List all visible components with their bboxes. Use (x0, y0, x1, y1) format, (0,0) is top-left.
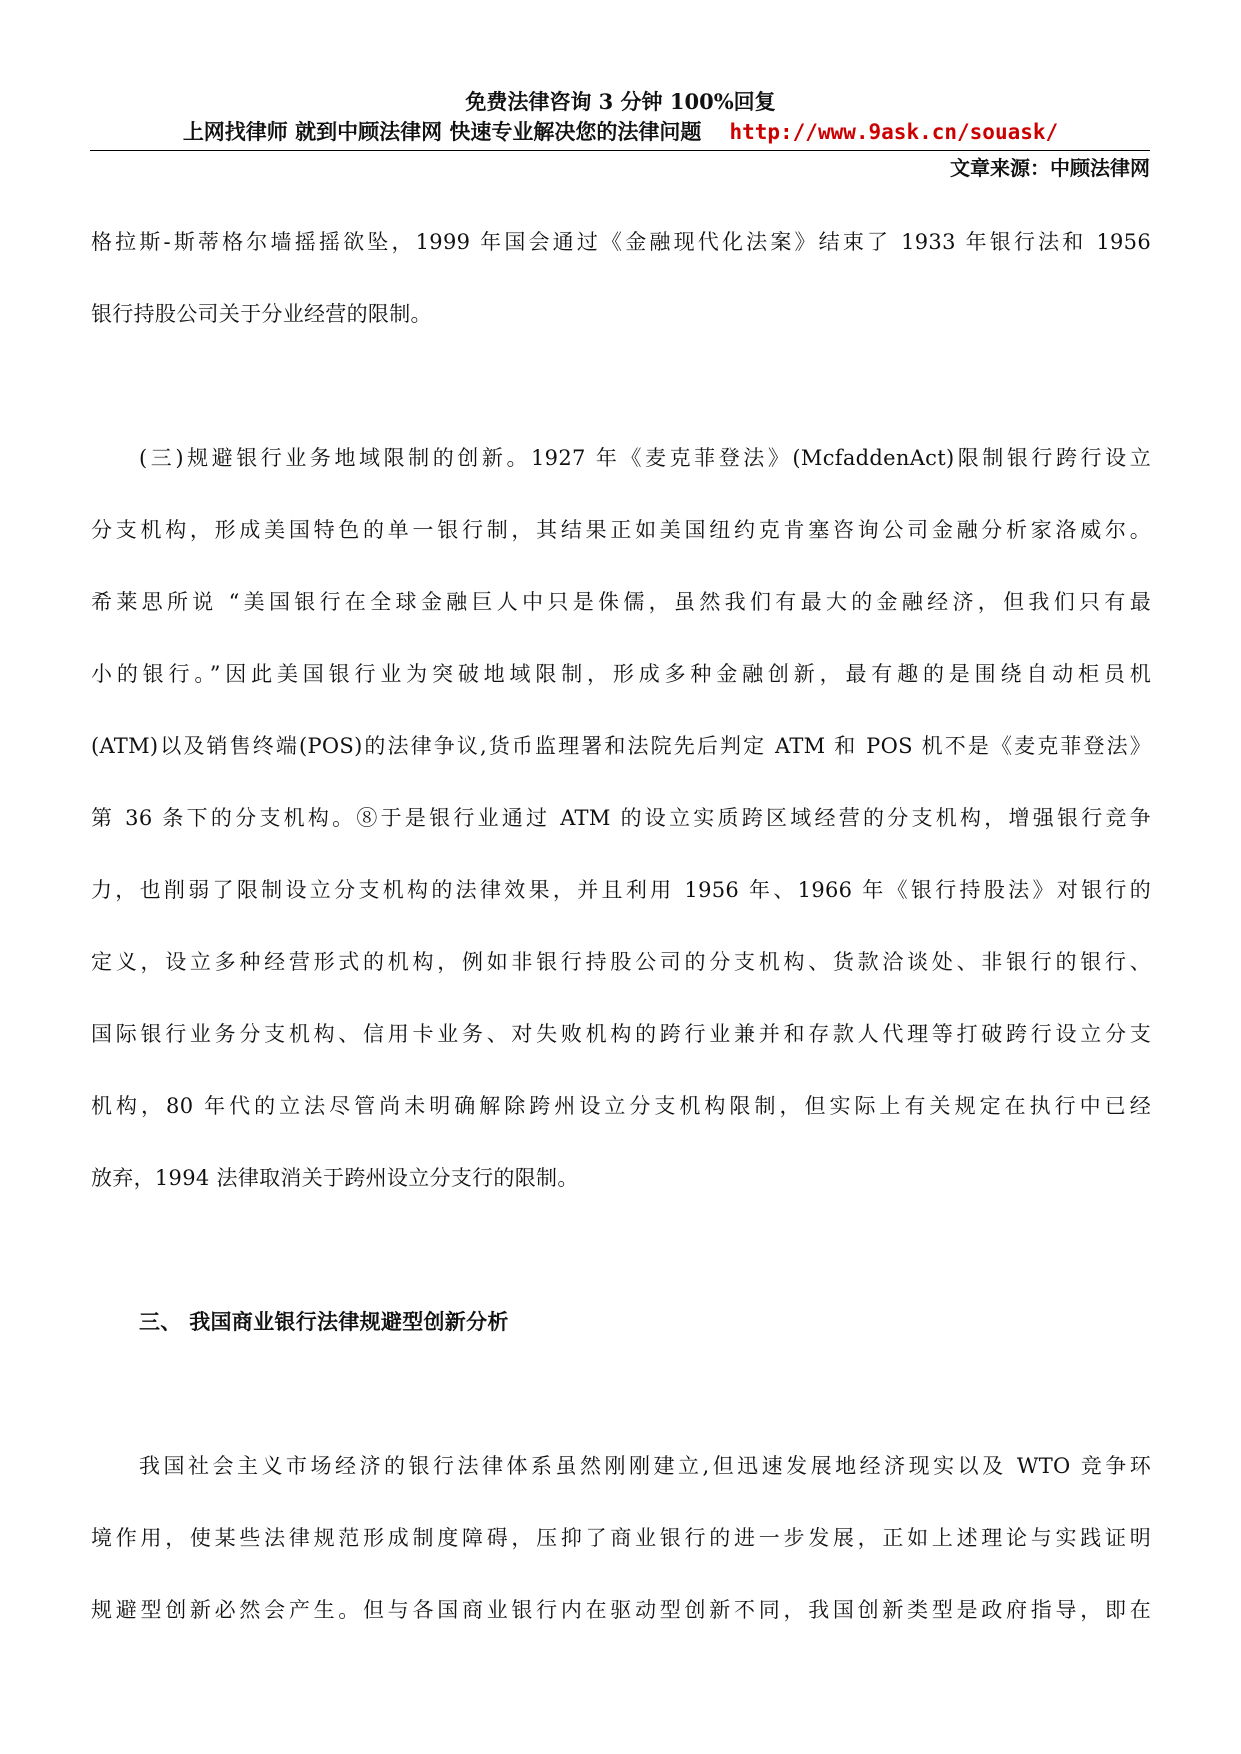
text-line: 格拉斯-斯蒂格尔墙摇摇欲坠，1999 年国会通过《金融现代化法案》结束了 1933 年银行法和 1956 (91, 230, 1151, 254)
paragraph-1 (91, 206, 1151, 350)
header-slogan-line (0, 118, 1241, 146)
text-line: 第 36 条下的分支机构。⑧于是银行业通过 ATM 的设立实质跨区域经营的分支机构，增强银行竞争 (91, 806, 1151, 830)
text-line: 定义，设立多种经营形式的机构，例如非银行持股公司的分支机构、货款洽谈处、非银行的银行、 (91, 950, 1151, 974)
header-divider (90, 150, 1150, 151)
text-line: 机构，80 年代的立法尽管尚未明确解除跨州设立分支机构限制，但实际上有关规定在执行中已经 (91, 1094, 1151, 1118)
header-promo-line: 免费法律咨询 3 分钟 100%回复 (465, 89, 776, 114)
text-line: 国际银行业务分支机构、信用卡业务、对失败机构的跨行业兼并和存款人代理等打破跨行设立分支 (91, 1022, 1151, 1046)
text-line: 我国社会主义市场经济的银行法律体系虽然刚刚建立,但迅速发展地经济现实以及 WTO 竞争环 (139, 1454, 1151, 1478)
article-body (91, 206, 1151, 1646)
text-line: 力，也削弱了限制设立分支机构的法律效果，并且利用 1956 年、1966 年《银行持股法》对银行的 (91, 878, 1151, 902)
article-source: 文章来源：中顾法律网 (950, 156, 1150, 180)
text-line: 放弃，1994 法律取消关于跨州设立分支行的限制。 (91, 1166, 579, 1190)
header-url-link[interactable]: http://www.9ask.cn/souask/ (729, 120, 1059, 144)
text-line: 分支机构，形成美国特色的单一银行制，其结果正如美国纽约克肯塞咨询公司金融分析家洛威尔。 (91, 518, 1151, 542)
text-line: (ATM)以及销售终端(POS)的法律争议,货币监理署和法院先后判定 ATM 和 POS 机不是《麦克菲登法》 (91, 734, 1151, 758)
text-line: (三)规避银行业务地域限制的创新。1927 年《麦克菲登法》(McfaddenAct)限制银行跨行设立 (139, 446, 1151, 470)
header-slogan-text: 上网找律师 就到中顾法律网 快速专业解决您的法律问题 (182, 119, 702, 144)
text-line: 银行持股公司关于分业经营的限制。 (91, 302, 432, 326)
paragraph-2 (91, 422, 1151, 1214)
section-heading: 三、 我国商业银行法律规避型创新分析 (139, 1310, 509, 1334)
text-line: 希莱思所说 “美国银行在全球金融巨人中只是侏儒，虽然我们有最大的金融经济，但我们只有最 (91, 590, 1151, 614)
text-line: 境作用，使某些法律规范形成制度障碍，压抑了商业银行的进一步发展，正如上述理论与实践证明 (91, 1526, 1151, 1550)
text-line: 规避型创新必然会产生。但与各国商业银行内在驱动型创新不同，我国创新类型是政府指导，即在 (91, 1598, 1151, 1622)
paragraph-3 (91, 1430, 1151, 1646)
text-line: 小的银行。”因此美国银行业为突破地域限制，形成多种金融创新，最有趣的是围绕自动柜员机 (91, 662, 1151, 686)
